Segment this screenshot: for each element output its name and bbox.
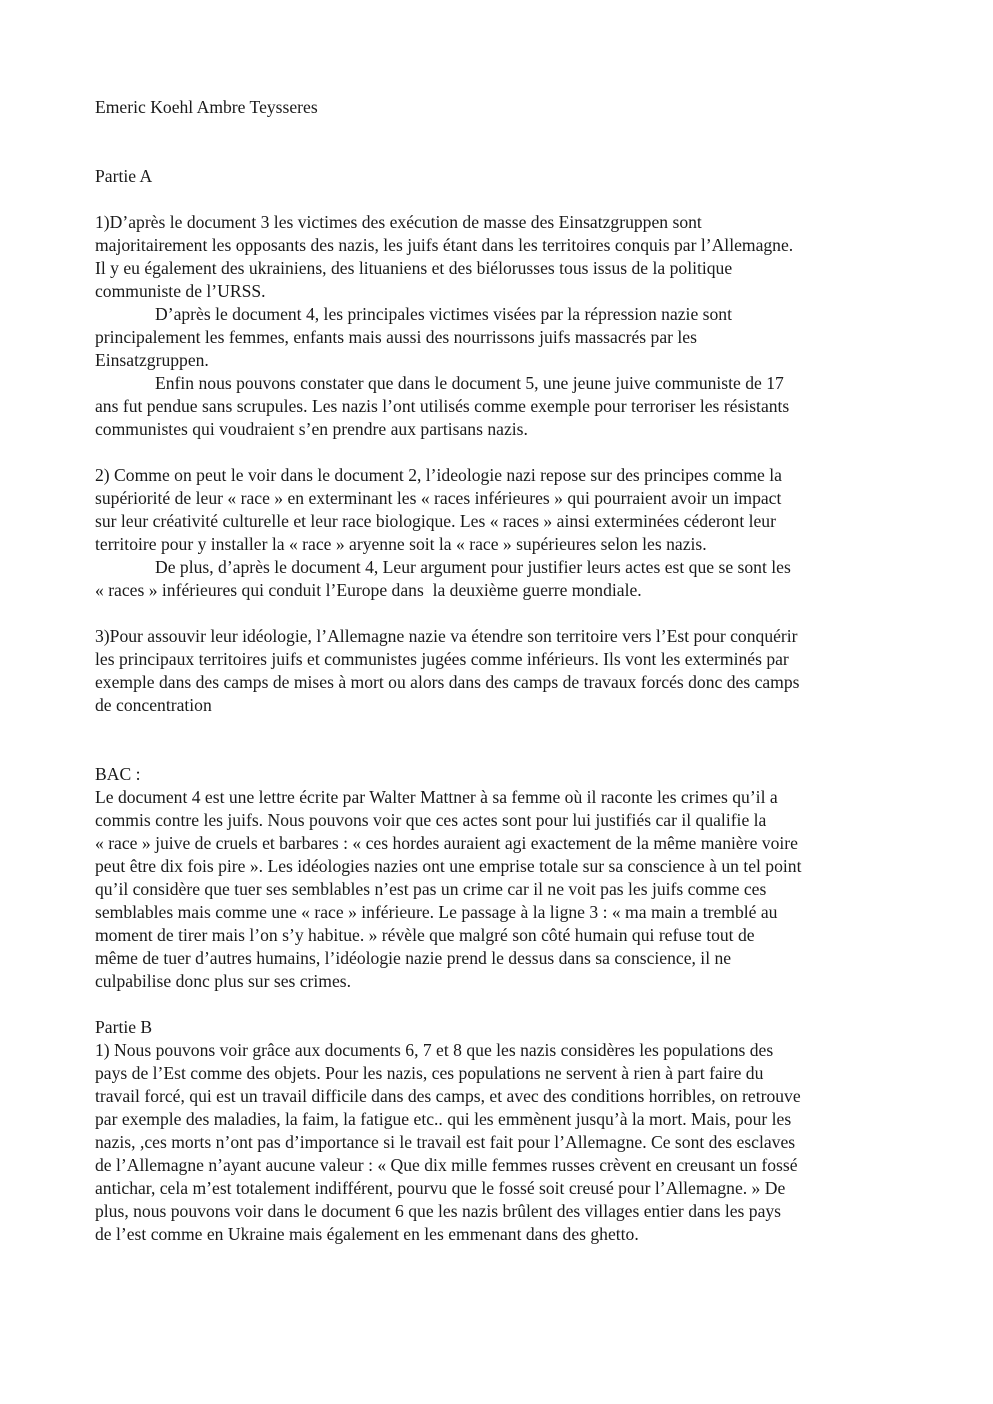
text-line: qu’il considère que tuer ses semblables n’est pas un crime car il ne voit pas les juifs comme ces [95,879,767,899]
text-line: 1)D’après le document 3 les victimes des exécution de masse des Einsatzgruppen sont [95,212,702,232]
text-line: territoire pour y installer la « race » aryenne soit la « race » supérieures selon les nazis. [95,534,707,554]
text-line: de concentration [95,695,212,715]
text-line: communiste de l’URSS. [95,281,266,301]
text-line: de l’Allemagne n’ayant aucune valeur : « Que dix mille femmes russes crèvent en creusant un fossé [95,1155,798,1175]
text-line: « races » inférieures qui conduit l’Europe dans la deuxième guerre mondiale. [95,580,642,600]
part-a-heading: Partie A [95,166,153,186]
text-line: 1) Nous pouvons voir grâce aux documents 6, 7 et 8 que les nazis considères les populations des [95,1040,774,1060]
text-line: communistes qui voudraient s’en prendre aux partisans nazis. [95,419,528,439]
text-line: exemple dans des camps de mises à mort ou alors dans des camps de travaux forcés donc des camps [95,672,800,692]
bac-heading: BAC : [95,764,141,784]
text-line: plus, nous pouvons voir dans le document 6 que les nazis brûlent des villages entier dans les pays [95,1201,782,1221]
text-line: majoritairement les opposants des nazis, les juifs étant dans les territoires conquis par l’Allemagne. [95,235,794,255]
text-line: 3)Pour assouvir leur idéologie, l’Allemagne nazie va étendre son territoire vers l’Est pour conquérir [95,626,798,646]
text-line: travail forcé, qui est un travail difficile dans des camps, et avec des conditions horribles, on retrouve [95,1086,801,1106]
part-b-heading: Partie B [95,1017,153,1037]
text-line: par exemple des maladies, la faim, la fatigue etc.. qui les emmènent jusqu’à la mort. Mais, pour les [95,1109,792,1129]
text-line: peut être dix fois pire ». Les idéologies nazies ont une emprise totale sur sa conscience à un tel point [95,856,802,876]
text-line: D’après le document 4, les principales victimes visées par la répression nazie sont [155,304,732,324]
text-line: antichar, cela m’est totalement indifférent, pourvu que le fossé soit creusé pour l’Allemagne. » De [95,1178,786,1198]
text-line: « race » juive de cruels et barbares : « ces hordes auraient agi exactement de la même manière voire [95,833,798,853]
text-line: commis contre les juifs. Nous pouvons voir que ces actes sont pour lui justifiés car il qualifie la [95,810,767,830]
text-line: De plus, d’après le document 4, Leur argument pour justifier leurs actes est que se sont les [155,557,791,577]
text-line: Le document 4 est une lettre écrite par Walter Mattner à sa femme où il raconte les crimes qu’il a [95,787,778,807]
authors-line: Emeric Koehl Ambre Teysseres [95,97,318,117]
text-line: moment de tirer mais l’on s’y habitue. » révèle que malgré son côté humain qui refuse tout de [95,925,755,945]
text-line: Il y eu également des ukrainiens, des lituaniens et des biélorusses tous issus de la politique [95,258,733,278]
text-line: culpabilise donc plus sur ses crimes. [95,971,352,991]
text-line: supériorité de leur « race » en exterminant les « races inférieures » qui pourraient avoir un impact [95,488,782,508]
text-line: nazis, ,ces morts n’ont pas d’importance si le travail est fait pour l’Allemagne. Ce sont des esclaves [95,1132,796,1152]
text-line: les principaux territoires juifs et communistes jugées comme inférieurs. Ils vont les exterminés par [95,649,789,669]
text-line: pays de l’Est comme des objets. Pour les nazis, ces populations ne servent à rien à part faire du [95,1063,764,1083]
text-line: 2) Comme on peut le voir dans le document 2, l’ideologie nazi repose sur des principes comme la [95,465,782,485]
text-line: principalement les femmes, enfants mais aussi des nourrissons juifs massacrés par les [95,327,697,347]
text-line: même de tuer d’autres humains, l’idéologie nazie prend le dessus dans sa conscience, il ne [95,948,732,968]
text-line: semblables mais comme une « race » inférieure. Le passage à la ligne 3 : « ma main a tremblé au [95,902,778,922]
text-line: sur leur créativité culturelle et leur race biologique. Les « races » ainsi exterminées céderont leur [95,511,776,531]
text-line: Enfin nous pouvons constater que dans le document 5, une jeune juive communiste de 17 [155,373,784,393]
text-line: Einsatzgruppen. [95,350,209,370]
text-line: ans fut pendue sans scrupules. Les nazis l’ont utilisés comme exemple pour terroriser les résistants [95,396,790,416]
text-line: de l’est comme en Ukraine mais également en les emmenant dans des ghetto. [95,1224,639,1244]
